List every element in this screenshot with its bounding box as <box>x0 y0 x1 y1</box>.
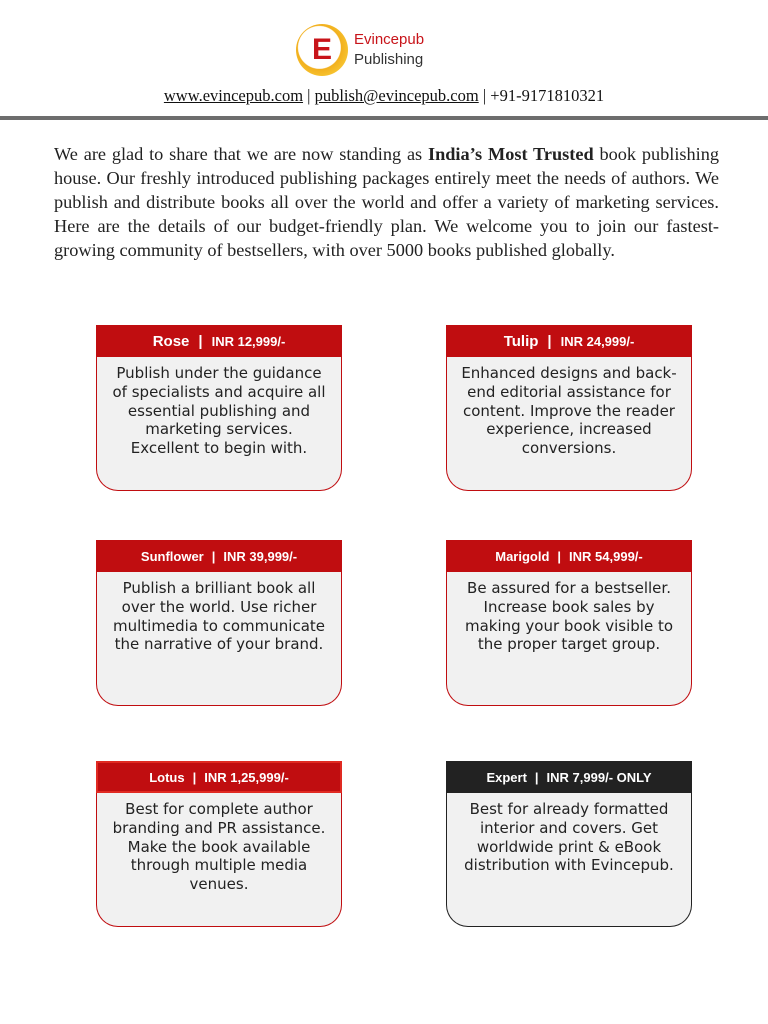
plan-separator: | <box>192 769 197 785</box>
evincepub-logo <box>296 22 424 78</box>
plan-name: Tulip <box>503 332 539 350</box>
plan-name: Sunflower <box>140 548 204 564</box>
header-divider <box>0 116 768 120</box>
intro-paragraph <box>54 142 719 262</box>
page-header <box>0 0 768 122</box>
intro-text-start: We are glad to share that we are now standing as <box>54 144 428 164</box>
plan-card-rose <box>96 325 342 491</box>
website-link[interactable]: www.evincepub.com <box>163 86 304 105</box>
plan-card-tulip <box>446 325 692 491</box>
plan-card-expert <box>446 761 692 927</box>
plan-header <box>446 540 692 572</box>
plan-name: Expert <box>486 769 527 785</box>
plan-price: INR 7,999/- ONLY <box>546 769 652 785</box>
brand-name: Evincepub <box>354 31 425 48</box>
intro-highlight: India’s Most Trusted <box>427 144 594 164</box>
plan-price: INR 24,999/- <box>560 333 635 349</box>
plan-card-lotus <box>96 761 342 927</box>
plan-header <box>446 325 692 357</box>
plan-description: Best for already formatted interior and covers. Get worldwide print & eBook distribution with Evincepub. <box>446 793 692 927</box>
plan-separator: | <box>198 332 203 350</box>
plan-header <box>96 540 342 572</box>
plan-description: Publish a brilliant book all over the world. Use richer multimedia to communicate the narrative of your brand. <box>96 572 342 706</box>
plan-card-marigold <box>446 540 692 706</box>
contact-separator: | <box>307 86 311 105</box>
plan-name: Lotus <box>149 769 185 785</box>
brand-subtitle: Publishing <box>354 51 424 68</box>
plan-separator: | <box>557 548 562 564</box>
phone-number: +91-9171810321 <box>490 86 605 105</box>
plan-price: INR 12,999/- <box>211 333 286 349</box>
contact-line <box>0 86 768 106</box>
plan-price: INR 1,25,999/- <box>204 769 289 785</box>
plan-separator: | <box>547 332 552 350</box>
plan-card-sunflower <box>96 540 342 706</box>
plan-header <box>96 325 342 357</box>
logo-wordmark <box>354 30 424 70</box>
plan-price: INR 54,999/- <box>569 548 643 564</box>
plan-description: Enhanced designs and back-end editorial assistance for content. Improve the reader experience, increased conversions. <box>446 357 692 491</box>
logo-mark-icon <box>296 24 348 76</box>
logo-letter: E <box>311 33 332 66</box>
plan-separator: | <box>211 548 216 564</box>
plan-separator: | <box>534 769 539 785</box>
plan-price: INR 39,999/- <box>223 548 298 564</box>
contact-separator: | <box>482 86 487 105</box>
plan-description: Publish under the guidance of specialists and acquire all essential publishing and marketing services. Excellent to begin with. <box>96 357 342 491</box>
plan-name: Rose <box>152 332 190 350</box>
plan-name: Marigold <box>495 548 550 564</box>
intro-text-end: book publishing house. Our freshly introduced publishing packages entirely meet the needs of authors. We publish and distribute books all over the world and offer a variety of marketing services. Here are the details of our budget-friendly plan. We welcome you to join our fastest-growing community of bestsellers, with over 5000 books published globally. <box>54 144 720 260</box>
email-link[interactable]: publish@evincepub.com <box>314 86 479 105</box>
plan-description: Be assured for a bestseller. Increase book sales by making your book visible to the proper target group. <box>446 572 692 706</box>
plan-header <box>446 761 692 793</box>
plan-description: Best for complete author branding and PR assistance. Make the book available through multiple media venues. <box>96 793 342 927</box>
plan-header <box>96 761 342 793</box>
